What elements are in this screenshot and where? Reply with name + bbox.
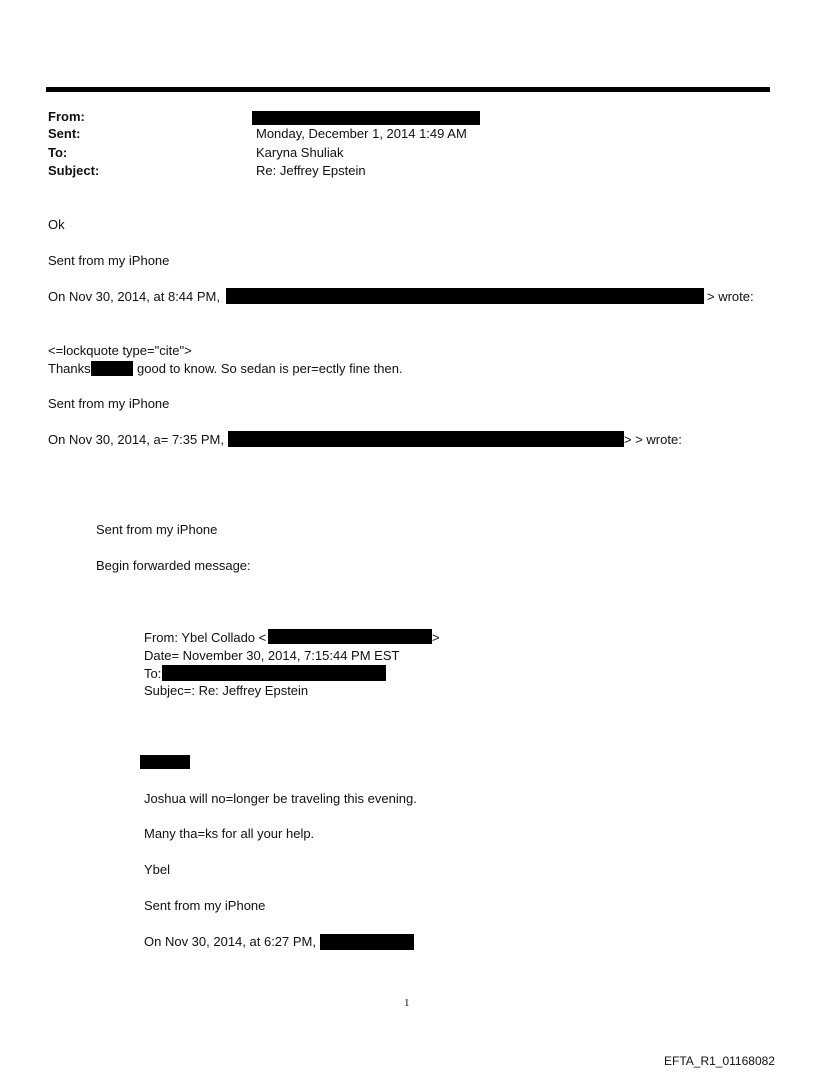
redacted-greeting <box>140 755 190 769</box>
inner-name: Ybel <box>144 862 171 877</box>
begin-forwarded: Begin forwarded message: <box>96 558 251 573</box>
forward-signature: Sent from my iPhone <box>96 522 218 537</box>
from-label: From: <box>48 109 85 124</box>
inner-line-1: Joshua will no=longer be traveling this evening. <box>144 791 417 806</box>
inner-date: Date= November 30, 2014, 7:15:44 PM EST <box>144 648 400 663</box>
inner-from-end: > <box>432 630 440 645</box>
thanks-suffix: good to know. So sedan is per=ectly fine then. <box>137 361 403 376</box>
subject-value: Re: Jeffrey Epstein <box>256 163 366 178</box>
redacted-inner-email <box>268 629 432 644</box>
inner-subject: Subjec=: Re: Jeffrey Epstein <box>144 683 309 698</box>
subject-label: Subject: <box>48 163 100 178</box>
page-number: 1 <box>404 997 410 1009</box>
redacted-sender-3 <box>320 934 414 950</box>
sent-label: Sent: <box>48 126 81 141</box>
inner-on-line: On Nov 30, 2014, at 6:27 PM, <box>144 934 316 949</box>
on-line-1-prefix: On Nov 30, 2014, at 8:44 PM, <box>48 289 220 304</box>
body-ok: Ok <box>48 217 65 232</box>
on-line-2-suffix: > > wrote: <box>624 432 682 447</box>
sent-value: Monday, December 1, 2014 1:49 AM <box>256 126 467 141</box>
blockquote-artifact: <=lockquote type="cite"> <box>48 343 192 358</box>
inner-signature: Sent from my iPhone <box>144 898 266 913</box>
redacted-from <box>252 111 480 125</box>
signature-2: Sent from my iPhone <box>48 396 170 411</box>
inner-from: From: Ybel Collado < <box>144 630 267 645</box>
on-line-2-prefix: On Nov 30, 2014, a= 7:35 PM, <box>48 432 224 447</box>
redacted-name-1 <box>91 361 133 376</box>
signature-1: Sent from my iPhone <box>48 253 170 268</box>
inner-to: To: <box>144 666 162 681</box>
redacted-sender-2 <box>228 431 624 447</box>
on-line-1-suffix: > wrote: <box>707 289 754 304</box>
document-id: EFTA_R1_01168082 <box>664 1054 775 1068</box>
redacted-sender-1 <box>226 288 704 304</box>
inner-line-2: Many tha=ks for all your help. <box>144 826 315 841</box>
redacted-inner-to <box>162 665 386 681</box>
thanks-prefix: Thanks <box>48 361 91 376</box>
header-rule <box>46 87 770 92</box>
to-label: To: <box>48 145 68 160</box>
to-value: Karyna Shuliak <box>256 145 344 160</box>
